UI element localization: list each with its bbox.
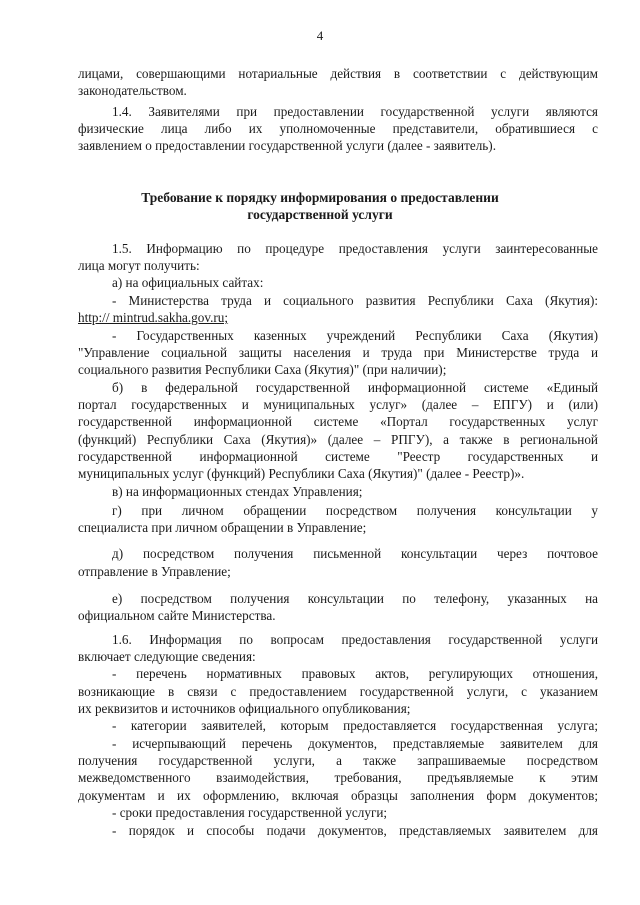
text-line: специалиста при личном обращении в Управление; xyxy=(78,520,367,535)
text-line: е) посредством получения консультации по телефону, указанных на xyxy=(112,591,598,606)
text-line: межведомственного взаимодействия, требования, предъявляемые к этим xyxy=(78,770,598,785)
text-line: 1.6. Информация по вопросам предоставления государственной услуги xyxy=(112,632,598,647)
text-line: - сроки предоставления государственной услуги; xyxy=(112,805,388,820)
section-title: Требование к порядку информирования о предоставлении xyxy=(141,190,499,205)
website-link[interactable]: http:// mintrud.sakha.gov.ru; xyxy=(78,310,229,325)
text-line: - категории заявителей, которым предоставляется государственная услуга; xyxy=(112,718,598,733)
text-line: в) на информационных стендах Управления; xyxy=(112,484,363,499)
text-line: документам и их оформлению, включая образцы заполнения форм документов; xyxy=(78,788,598,803)
text-line: лица могут получить: xyxy=(78,258,200,273)
text-line: - Государственных казенных учреждений Республики Саха (Якутия) xyxy=(112,328,598,343)
text-line: физические лица либо их уполномоченные представители, обратившиеся с xyxy=(78,121,598,136)
text-line: заявлением о предоставлении государственной услуги (далее - заявитель). xyxy=(78,138,496,153)
text-line: д) посредством получения письменной консультации через почтовое xyxy=(112,546,598,561)
text-line: их реквизитов и источников официального опубликования; xyxy=(78,701,411,716)
text-line: - перечень нормативных правовых актов, регулирующих отношения, xyxy=(112,666,598,681)
text-line: - Министерства труда и социального развития Республики Саха (Якутия): xyxy=(112,293,598,308)
text-line: официальном сайте Министерства. xyxy=(78,608,276,623)
text-line: - исчерпывающий перечень документов, представляемые заявителем для xyxy=(112,736,598,751)
text-line: г) при личном обращении посредством получения консультации у xyxy=(112,503,598,518)
text-line: - порядок и способы подачи документов, представляемых заявителем для xyxy=(112,823,598,838)
text-line: (функций) Республики Саха (Якутия)» (далее – РПГУ), а также в региональной xyxy=(78,432,598,447)
text-line: отправление в Управление; xyxy=(78,564,231,579)
text-line: б) в федеральной государственной информационной системе «Единый xyxy=(112,380,598,395)
text-line: 1.4. Заявителями при предоставлении государственной услуги являются xyxy=(112,104,598,119)
text-line: портал государственных и муниципальных услуг» (далее – ЕПГУ) и (или) xyxy=(78,397,598,412)
text-line: возникающие в связи с предоставлением государственной услуги, с указанием xyxy=(78,684,598,699)
section-title: государственной услуги xyxy=(247,207,393,222)
text-line: 1.5. Информацию по процедуре предоставления услуги заинтересованные xyxy=(112,241,598,256)
text-line: "Управление социальной защиты населения и труда при Министерстве труда и xyxy=(78,345,598,360)
text-line: государственной информационной системе "Реестр государственных и xyxy=(78,449,598,464)
text-line: законодательством. xyxy=(78,83,187,98)
text-line: включает следующие сведения: xyxy=(78,649,256,664)
text-line: муниципальных услуг (функций) Республики Саха (Якутия)" (далее - Реестр)». xyxy=(78,466,525,481)
page-number: 4 xyxy=(316,28,324,43)
text-line: лицами, совершающими нотариальные действия в соответствии с действующим xyxy=(78,66,598,81)
text-line: получения государственной услуги, а также запрашиваемые посредством xyxy=(78,753,598,768)
text-line: а) на официальных сайтах: xyxy=(112,275,264,290)
text-line: социального развития Республики Саха (Якутия)" (при наличии); xyxy=(78,362,447,377)
text-line: государственной информационной системе «Портал государственных услуг xyxy=(78,414,598,429)
